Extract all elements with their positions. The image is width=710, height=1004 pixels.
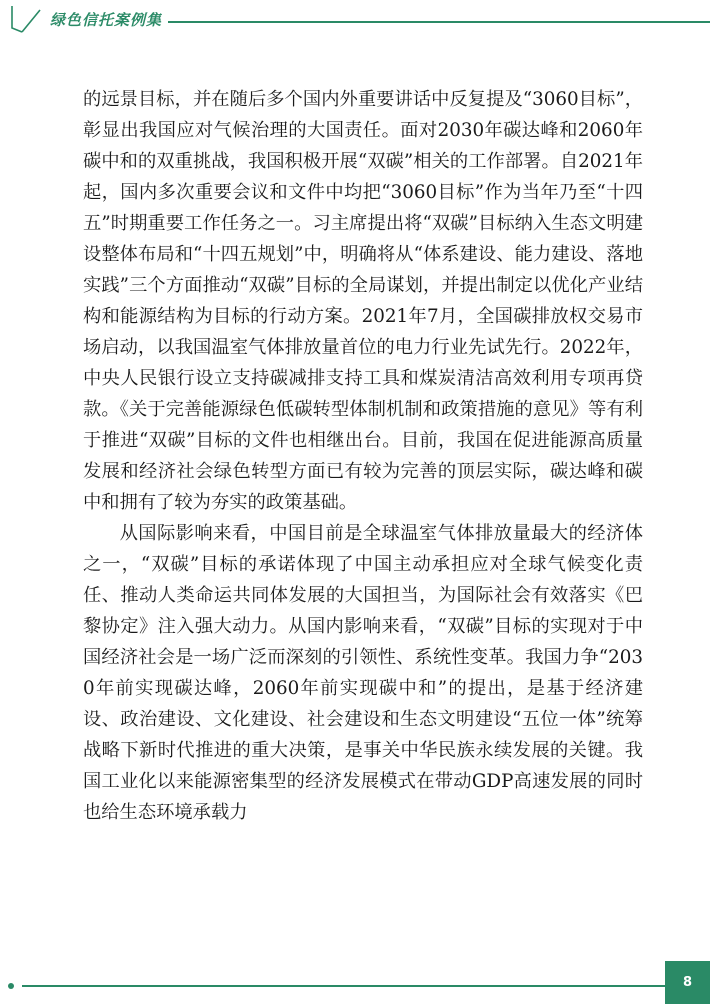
footer-dot (8, 983, 14, 989)
paragraph-1: 的远景目标，并在随后多个国内外重要讲话中反复提及“3060目标”，彰显出我国应对气候治理的大国责任。面对2030年碳达峰和2060年碳中和的双重挑战，我国积极开展“双碳”相关的工作部署。自2021年起，国内多次重要会议和文件中均把“3060目标”作为当年乃至“十四五”时期重要工作任务之一。习主席提出将“双碳”目标纳入生态文明建设整体布局和“十四五规划”中，明确将从“体系建设、能力建设、落地实践”三个方面推动“双碳”目标的全局谋划，并提出制定以优化产业结构和能源结构为目标的行动方案。2021年7月，全国碳排放权交易市场启动，以我国温室气体排放量首位的电力行业先试先行。2022年，中央人民银行设立支持碳减排支持工具和煤炭清洁高效利用专项再贷款。《关于完善能源绿色低碳转型体制机制和政策措施的意见》等有利于推进“双碳”目标的文件也相继出台。目前，我国在促进能源高质量发展和经济社会绿色转型方面已有较为完善的顶层实际，碳达峰和碳中和拥有了较为夯实的政策基础。 (83, 89, 643, 513)
corner-bracket-icon (8, 4, 42, 34)
header-title: 绿色信托案例集 (50, 11, 163, 29)
page-header (0, 0, 710, 40)
paragraph-2: 从国际影响来看，中国目前是全球温室气体排放量最大的经济体之一，“双碳”目标的承诺体现了中国主动承担应对全球气候变化责任、推动人类命运共同体发展的大国担当，为国际社会有效落实《巴黎协定》注入强大动力。从国内影响来看，“双碳”目标的实现对于中国经济社会是一场广泛而深刻的引领性、系统性变革。我国力争“2030年前实现碳达峰，2060年前实现碳中和”的提出，是基于经济建设、政治建设、文化建设、社会建设和生态文明建设“五位一体”统筹战略下新时代推进的重大决策，是事关中华民族永续发展的关键。我国工业化以来能源密集型的经济发展模式在带动GDP高速发展的同时也给生态环境承载力 (83, 523, 643, 823)
footer-divider (22, 985, 665, 987)
body-text (83, 84, 643, 828)
header-divider (168, 21, 710, 23)
page-number: 8 (665, 961, 710, 1004)
